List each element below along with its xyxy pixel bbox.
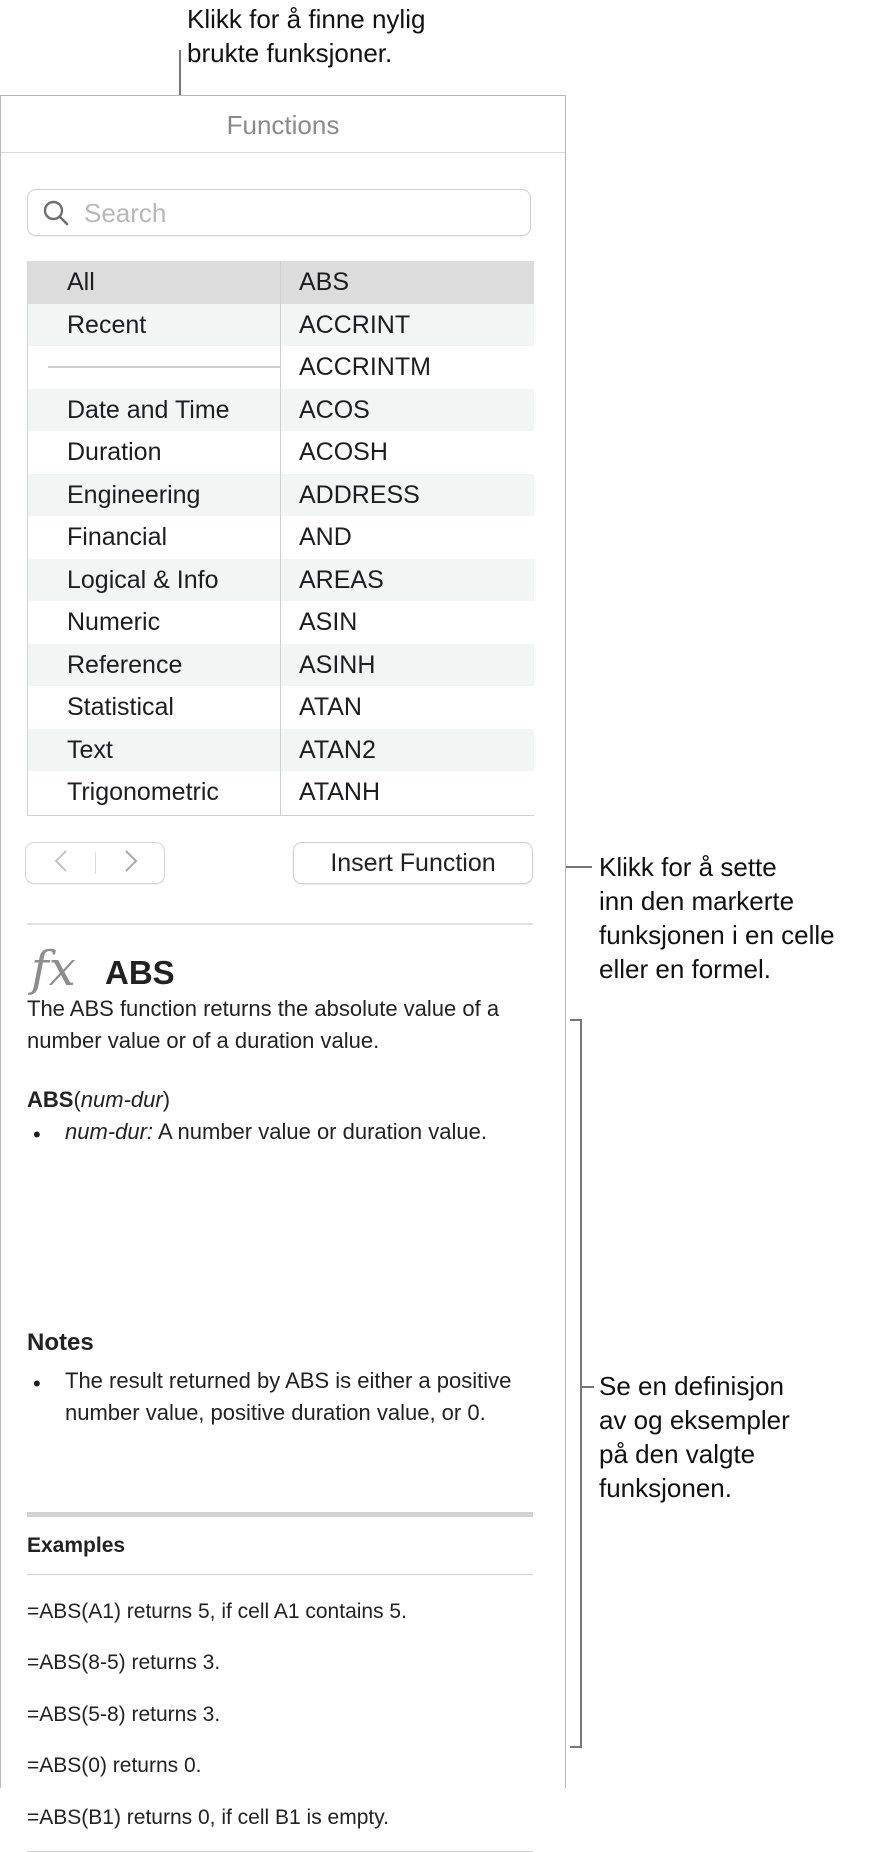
syntax-name: ABS — [27, 1087, 74, 1112]
panel-title: Functions — [226, 110, 340, 140]
function-item[interactable]: ATAN — [299, 693, 362, 721]
insert-function-button[interactable]: Insert Function — [293, 842, 533, 884]
search-input[interactable] — [84, 196, 514, 230]
callout-recent: Klikk for å finne nylig brukte funksjoner. — [187, 4, 426, 68]
callout-definition: Se en definisjon av og eksempler på den valgte funksjonen. — [599, 1371, 790, 1503]
function-item[interactable]: ADDRESS — [299, 480, 420, 509]
category-item[interactable]: Logical & Info — [67, 565, 219, 594]
browser-row — [28, 516, 534, 559]
examples-rule — [27, 1574, 533, 1575]
search-field[interactable] — [27, 189, 531, 236]
function-item[interactable]: ACCRINT — [299, 310, 411, 339]
browser-row — [28, 729, 534, 772]
function-name: ABS — [105, 954, 175, 991]
function-item[interactable]: ASINH — [299, 650, 376, 679]
function-item[interactable]: ACOS — [299, 395, 370, 424]
browser-row — [28, 771, 534, 814]
example-3: =ABS(5-8) returns 3. — [27, 1703, 221, 1726]
fx-icon: fx — [31, 941, 76, 997]
category-item[interactable]: Text — [67, 735, 113, 764]
function-description: The ABS function returns the absolute value of a number value or of a duration value. — [27, 996, 500, 1053]
search-icon — [42, 199, 70, 232]
column-divider — [280, 261, 281, 815]
callout-definition-leader — [582, 1386, 594, 1388]
title-divider — [1, 152, 565, 153]
bullet: • — [33, 1371, 41, 1396]
function-browser — [27, 261, 534, 816]
example-4: =ABS(0) returns 0. — [27, 1754, 202, 1777]
example-2: =ABS(8-5) returns 3. — [27, 1651, 221, 1674]
category-item[interactable]: Trigonometric — [67, 778, 219, 806]
function-item[interactable]: ACCRINTM — [299, 353, 431, 381]
category-item[interactable]: All — [67, 268, 95, 296]
chevron-left-icon — [54, 849, 68, 878]
detail-divider — [27, 923, 533, 925]
category-item[interactable]: Statistical — [67, 693, 174, 721]
example-1: =ABS(A1) returns 5, if cell A1 contains 5. — [27, 1600, 407, 1623]
browser-row — [28, 644, 534, 687]
syntax-arg: num-dur — [80, 1087, 163, 1112]
back-button[interactable] — [26, 843, 95, 883]
browser-row — [28, 686, 534, 729]
function-item[interactable]: AND — [299, 523, 352, 551]
examples-heading: Examples — [27, 1534, 126, 1557]
function-item[interactable]: AREAS — [299, 565, 384, 594]
history-nav — [25, 842, 165, 884]
browser-row — [28, 559, 534, 602]
category-item[interactable]: Engineering — [67, 480, 201, 509]
browser-row — [28, 431, 534, 474]
category-item[interactable]: Numeric — [67, 608, 161, 636]
category-item[interactable]: Duration — [67, 438, 162, 466]
function-item[interactable]: ACOSH — [299, 438, 388, 466]
functions-panel — [0, 95, 566, 1829]
browser-row — [28, 261, 534, 304]
function-syntax: ABS(num-dur) — [27, 1087, 171, 1112]
function-item[interactable]: ASIN — [299, 608, 358, 636]
definition-bracket — [570, 1019, 582, 1748]
notes-heading: Notes — [27, 1329, 94, 1356]
category-item[interactable]: Financial — [67, 523, 168, 551]
category-item[interactable]: Recent — [67, 310, 147, 339]
category-item[interactable]: Date and Time — [67, 395, 230, 424]
callout-insert: Klikk for å sette inn den markerte funksjonen i en celle eller en formel. — [599, 852, 835, 984]
browser-row — [28, 474, 534, 517]
function-item[interactable]: ATANH — [299, 778, 381, 806]
argument-name: num-dur: — [65, 1119, 154, 1144]
chevron-right-icon — [124, 849, 138, 878]
argument-description — [65, 1116, 515, 1148]
browser-row — [28, 601, 534, 644]
examples-divider — [27, 1512, 533, 1517]
forward-button[interactable] — [96, 843, 165, 883]
browser-row — [28, 304, 534, 347]
function-item[interactable]: ATAN2 — [299, 735, 376, 764]
category-separator — [48, 366, 280, 368]
note-text: The result returned by ABS is either a positive number value, positive duration value, or 0. — [65, 1368, 512, 1425]
bullet: • — [33, 1122, 41, 1147]
example-5: =ABS(B1) returns 0, if cell B1 is empty. — [27, 1806, 389, 1829]
function-item[interactable]: ABS — [299, 268, 350, 296]
browser-row — [28, 389, 534, 432]
category-item[interactable]: Reference — [67, 650, 183, 679]
argument-text: A number value or duration value. — [157, 1119, 487, 1144]
